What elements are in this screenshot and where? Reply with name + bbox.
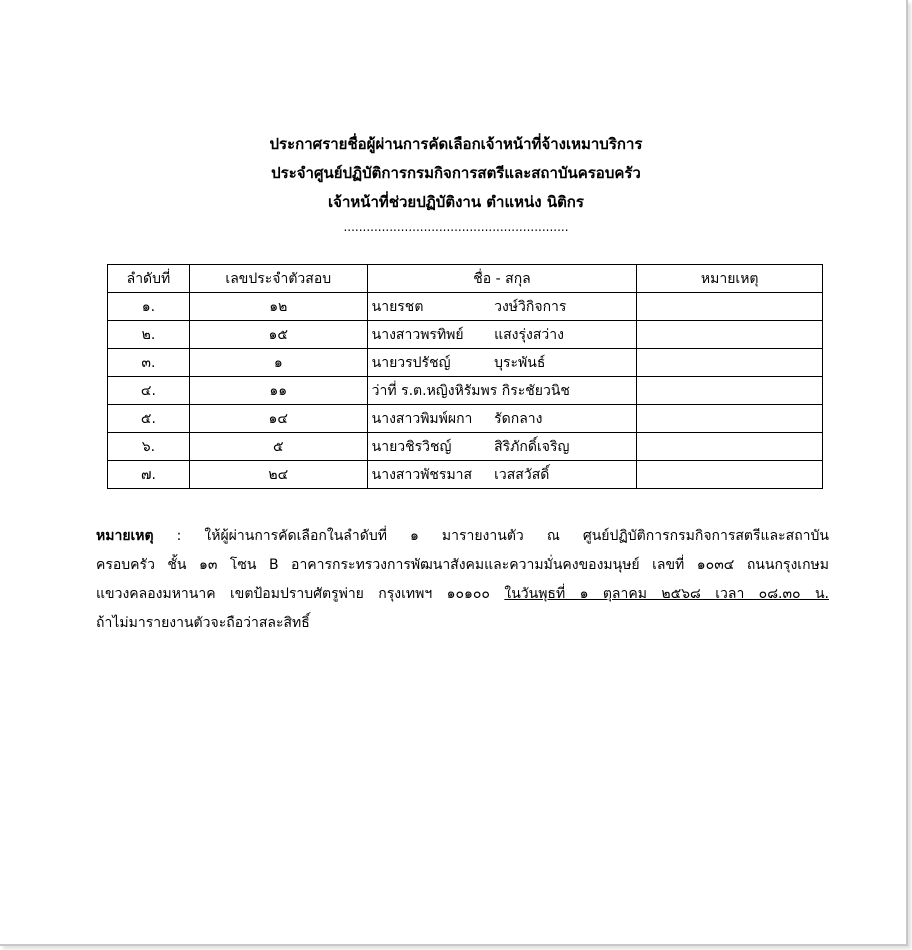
name-cell — [367, 349, 637, 377]
name-cell — [367, 293, 637, 321]
note-line-2: ครอบครัว ชั้น ๑๓ โซน B อาคารกระทรวงการพัฒนาสังคมและความมั่นคงของมนุษย์ เลขที่ ๑๐๓๔ ถนนกรุงเกษม — [96, 557, 829, 573]
first-name: นางสาวพิมพ์ผกา — [371, 410, 473, 427]
note-line-1 — [96, 522, 829, 551]
last-name: บุระพันธ์ — [494, 354, 546, 371]
first-name: ว่าที่ ร.ต.หญิงหิรัมพร — [371, 382, 498, 399]
name-cell — [367, 321, 637, 349]
remark-cell — [637, 461, 823, 489]
first-name: นายวรปรัชญ์ — [371, 354, 451, 371]
col-header-order: ลำดับที่ — [108, 265, 190, 293]
remark-cell — [637, 405, 823, 433]
candidates-table — [107, 264, 823, 489]
last-name: รัดกลาง — [494, 410, 543, 427]
table-row — [108, 377, 823, 405]
dotted-separator: ........................................................... — [343, 220, 569, 234]
last-name: สิริภักดิ์เจริญ — [494, 438, 570, 455]
col-header-name: ชื่อ - สกุล — [367, 265, 637, 293]
remark-cell — [637, 349, 823, 377]
order-cell: ๖. — [108, 433, 190, 461]
table-row — [108, 293, 823, 321]
table-row — [108, 461, 823, 489]
last-name: วงษ์วิกิจการ — [494, 298, 567, 315]
table-row — [108, 433, 823, 461]
name-cell — [367, 405, 637, 433]
first-name: นางสาวพรทิพย์ — [371, 326, 464, 343]
remark-cell — [637, 293, 823, 321]
header-line-2: ประจำศูนย์ปฏิบัติการกรมกิจการสตรีและสถาบันครอบครัว — [271, 164, 641, 182]
order-cell: ๒. — [108, 321, 190, 349]
report-date-time: ในวันพุธที่ ๑ ตุลาคม ๒๕๖๘ เวลา ๐๘.๓๐ น. — [504, 586, 829, 602]
name-cell — [367, 433, 637, 461]
order-cell: ๓. — [108, 349, 190, 377]
exam-id-cell: ๑ — [189, 349, 367, 377]
exam-id-cell: ๑๑ — [189, 377, 367, 405]
exam-id-cell: ๑๕ — [189, 321, 367, 349]
note-text-1: : ให้ผู้ผ่านการคัดเลือกในลำดับที่ ๑ มารายงานตัว ณ ศูนย์ปฏิบัติการกรมกิจการสตรีและสถาบัน — [176, 528, 829, 544]
order-cell: ๗. — [108, 461, 190, 489]
remark-cell — [637, 433, 823, 461]
first-name: นายรชต — [371, 298, 424, 315]
col-header-exam-id: เลขประจำตัวสอบ — [189, 265, 367, 293]
note-label: หมายเหตุ — [96, 528, 154, 544]
order-cell: ๔. — [108, 377, 190, 405]
last-name: กิระชัยวนิช — [501, 382, 570, 399]
header-line-1: ประกาศรายชื่อผู้ผ่านการคัดเลือกเจ้าหน้าที่จ้างเหมาบริการ — [269, 135, 643, 153]
first-name: นายวชิรวิชญ์ — [371, 438, 452, 455]
last-name: เวสสวัสดิ์ — [494, 466, 550, 483]
order-cell: ๕. — [108, 405, 190, 433]
announcement-header — [0, 130, 912, 237]
exam-id-cell: ๑๒ — [189, 293, 367, 321]
remark-cell — [637, 321, 823, 349]
remark-cell — [637, 377, 823, 405]
table-row — [108, 321, 823, 349]
order-cell: ๑. — [108, 293, 190, 321]
table-header-row — [108, 265, 823, 293]
exam-id-cell: ๑๔ — [189, 405, 367, 433]
name-cell — [367, 377, 637, 405]
header-line-3: เจ้าหน้าที่ช่วยปฏิบัติงาน ตำแหน่ง นิติกร — [328, 193, 584, 211]
name-cell — [367, 461, 637, 489]
exam-id-cell: ๒๔ — [189, 461, 367, 489]
last-name: แสงรุ่งสว่าง — [494, 326, 564, 343]
note-text-3: แขวงคลองมหานาค เขตป้อมปราบศัตรูพ่าย กรุงเทพฯ ๑๐๑๐๐ — [96, 586, 505, 602]
first-name: นางสาวพัชรมาส — [371, 466, 473, 483]
exam-id-cell: ๕ — [189, 433, 367, 461]
note-block — [96, 522, 829, 638]
col-header-remark: หมายเหตุ — [637, 265, 823, 293]
note-line-3 — [96, 580, 829, 609]
table-row — [108, 349, 823, 377]
table-row — [108, 405, 823, 433]
note-line-4: ถ้าไม่มารายงานตัวจะถือว่าสละสิทธิ์ — [96, 615, 310, 631]
